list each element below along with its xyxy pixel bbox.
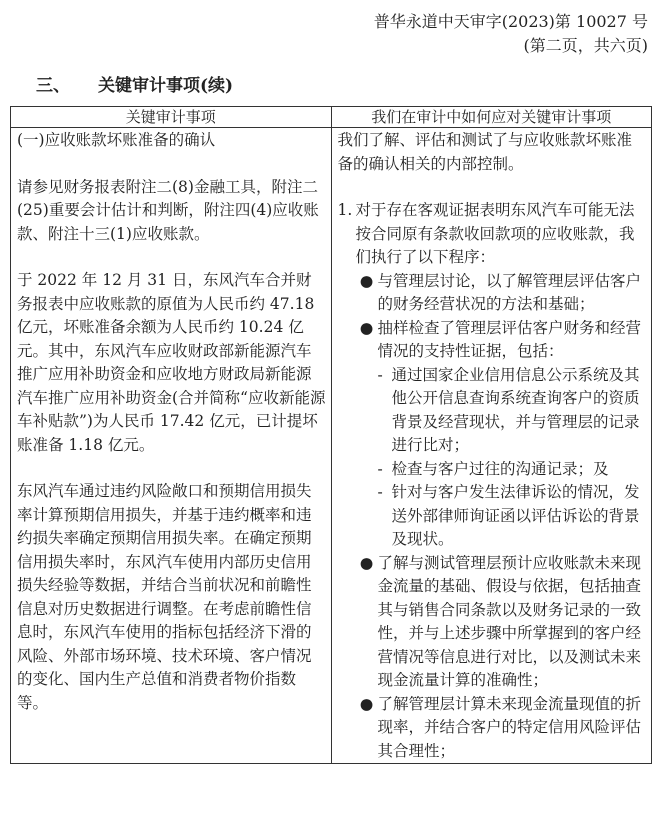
col-header-response: 我们在审计中如何应对关键审计事项 [331,107,652,128]
item-number: 1. [337,201,353,219]
item-text: 对于存在客观证据表明东风汽车可能无法按合同原有条款收回款项的应收账款，我们执行了以下程序： [355,201,635,266]
bullet-item [356,317,647,364]
dash-icon: - [377,483,383,501]
matter-paragraph-reference: 请参见财务报表附注二(8)金融工具，附注二(25)重要会计估计和判断，附注四(4)应收账款、附注十三(1)应收账款。 [17,177,319,243]
sub-item [378,458,647,482]
matter-paragraph-balance: 于 2022 年 12 月 31 日，东风汽车合并财务报表中应收账款的原值为人民币约 47.18 亿元，坏账准备余额为人民币约 10.24 亿元。其中，东风汽车应收财政部新能源汽车推广应用补助资金和应收地方财政局新能源汽车推广应用补助资金(合并简称“应收新能源车补贴款”)为人民币 17.42 亿元，已计提坏账准备 1.18 亿元。 [17,271,326,454]
key-audit-matters-table [10,106,652,764]
sub-item-text: 针对与客户发生法律诉讼的情况，发送外部律师询证函以评估诉讼的背景及现状。 [391,483,640,548]
section-title: 关键审计事项(续) [98,76,234,96]
sub-item-text: 检查与客户过往的沟通记录；及 [391,459,609,478]
matter-title: (一)应收账款坏账准备的确认 [17,131,216,149]
page-info: (第二页，共六页) [523,36,648,55]
sub-item-text: 通过国家企业信用信息公示系统及其他公开信息查询系统查询客户的资质背景及经营现状，并与管理层的记录进行比对； [391,365,640,454]
procedure-item-1 [338,199,647,270]
bullet-item [356,270,647,317]
bullet-text: 抽样检查了管理层评估客户财务和经营情况的支持性证据，包括： [377,318,642,360]
bullet-icon: ● [359,694,374,713]
dash-icon: - [377,459,383,478]
sub-item [378,364,647,458]
bullet-icon: ● [359,271,374,290]
matter-paragraph-method: 东风汽车通过违约风险敞口和预期信用损失率计算预期信用损失，并基于违约概率和违约损失率确定预期信用损失率。在确定预期信用损失率时，东风汽车使用内部历史信用损失经验等数据，并结合当前状况和前瞻性信息对历史数据进行调整。在考虑前瞻性信息时，东风汽车使用的指标包括经济下滑的风险、外部市场环境、技术环境、客户情况的变化、国内生产总值和消费者物价指数等。 [17,482,312,712]
bullet-text: 与管理层讨论，以了解管理层评估客户的财务经营状况的方法和基础； [377,271,642,313]
section-heading [36,71,233,96]
response-cell [331,128,652,764]
matter-cell [11,128,332,764]
sub-item [378,481,647,552]
table-header-row [11,107,652,128]
table-row [11,128,652,764]
section-number: 三、 [36,76,70,96]
col-header-matter: 关键审计事项 [11,107,332,128]
report-reference [374,10,648,58]
dash-icon: - [377,365,383,384]
bullet-text: 了解与测试管理层预计应收账款未来现金流量的基础、假设与依据，包括抽查其与销售合同条款以及财务记录的一致性，并与上述步骤中所掌握到的客户经营情况等信息进行对比，以及测试未来现金流量计算的准确性； [377,553,642,689]
bullet-item [356,552,647,693]
report-number: 普华永道中天审字(2023)第 10027 号 [373,12,648,31]
response-intro: 我们了解、评估和测试了与应收账款坏账准备的确认相关的内部控制。 [337,131,633,173]
bullet-icon: ● [359,318,374,337]
bullet-text: 了解管理层计算未来现金流量现值的折现率，并结合客户的特定信用风险评估其合理性； [377,694,642,760]
bullet-icon: ● [359,553,374,572]
bullet-item [356,693,647,764]
